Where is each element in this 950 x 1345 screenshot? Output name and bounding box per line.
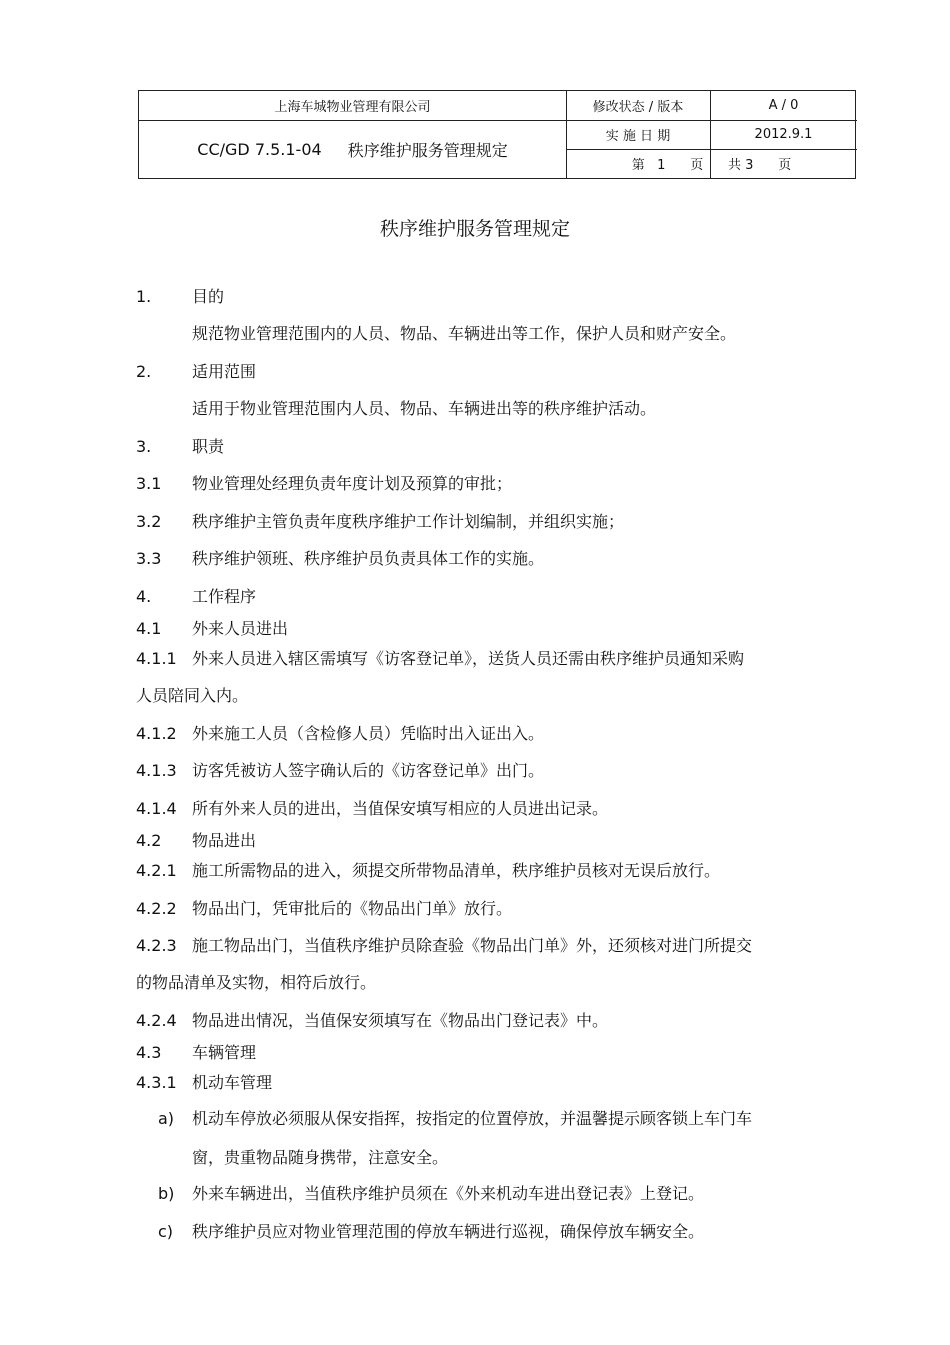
clause-number: b): [158, 1184, 175, 1203]
date-value: 2012.9.1: [754, 127, 813, 142]
clause-text: 物品进出情况，当值保安须填写在《物品出门登记表》中。: [192, 1011, 609, 1030]
clause-text: 秩序维护领班、秩序维护员负责具体工作的实施。: [192, 549, 545, 568]
document-code-title: [139, 120, 566, 178]
clause-number: 2.: [136, 362, 152, 381]
clause-number: 1.: [136, 287, 152, 306]
clause-number: 4.1.3: [136, 761, 177, 780]
clause-text: 规范物业管理范围内的人员、物品、车辆进出等工作，保护人员和财产安全。: [192, 324, 737, 343]
document-header-table: [138, 90, 856, 179]
clause-text: 物品出门，凭审批后的《物品出门单》放行。: [192, 899, 513, 918]
clause-text: 秩序维护主管负责年度秩序维护工作计划编制，并组织实施；: [192, 512, 625, 531]
date-label: 实 施 日 期: [605, 129, 671, 144]
clause-text: 窗，贵重物品随身携带，注意安全。: [192, 1148, 449, 1167]
clause-text: 车辆管理: [192, 1043, 257, 1062]
clause-number: 3.2: [136, 512, 162, 531]
clause-number: 3.: [136, 437, 152, 456]
page-title: 秩序维护服务管理规定: [379, 218, 570, 240]
clause-text: 物业管理处经理负责年度计划及预算的审批；: [192, 474, 513, 493]
clause-text: 外来人员进入辖区需填写《访客登记单》，送货人员还需由秩序维护员通知采购: [192, 649, 745, 668]
clause-number: 4.2.3: [136, 936, 177, 955]
document-title-small: 秩序维护服务管理规定: [347, 140, 508, 160]
clause-text: 适用于物业管理范围内人员、物品、车辆进出等的秩序维护活动。: [192, 399, 657, 418]
status-value: A / 0: [768, 98, 799, 113]
clause-text: 适用范围: [192, 362, 257, 381]
clause-text: 工作程序: [192, 587, 257, 606]
clause-number: 4.2.4: [136, 1011, 177, 1030]
company-name: 上海车城物业管理有限公司: [274, 100, 431, 115]
clause-number: 3.1: [136, 474, 162, 493]
clause-number: 4.1: [136, 619, 162, 638]
clause-number: a): [158, 1109, 175, 1128]
clause-number: 4.3.1: [136, 1073, 177, 1092]
clause-text: 秩序维护员应对物业管理范围的停放车辆进行巡视，确保停放车辆安全。: [192, 1222, 705, 1241]
clause-number: 4.1.1: [136, 649, 177, 668]
clause-text: 的物品清单及实物，相符后放行。: [136, 973, 377, 992]
clause-number: 4.2: [136, 831, 162, 850]
clause-text: 外来施工人员（含检修人员）凭临时出入证出入。: [192, 724, 545, 743]
clause-text: 职责: [192, 437, 225, 456]
clause-text: 机动车管理: [192, 1073, 273, 1092]
clause-text: 人员陪同入内。: [136, 686, 249, 705]
clause-text: 外来车辆进出，当值秩序维护员须在《外来机动车进出登记表》上登记。: [192, 1184, 705, 1203]
clause-text: 施工所需物品的进入，须提交所带物品清单，秩序维护员核对无误后放行。: [192, 861, 721, 880]
page-info: 第 1 页 共 3 页: [631, 158, 792, 173]
clause-text: 物品进出: [192, 831, 257, 850]
clause-text: 机动车停放必须服从保安指挥，按指定的位置停放，并温馨提示顾客锁上车门车: [192, 1109, 753, 1128]
clause-text: 外来人员进出: [192, 619, 289, 638]
clause-number: 4.2.2: [136, 899, 177, 918]
clause-number: 3.3: [136, 549, 162, 568]
document-code: CC/GD 7.5.1-04: [197, 139, 322, 159]
clause-number: 4.3: [136, 1043, 162, 1062]
clause-number: c): [158, 1222, 174, 1241]
clause-number: 4.1.4: [136, 799, 177, 818]
clause-text: 访客凭被访人签字确认后的《访客登记单》出门。: [192, 761, 545, 780]
clause-text: 目的: [192, 287, 225, 306]
status-label: 修改状态 / 版本: [592, 100, 684, 115]
clause-number: 4.1.2: [136, 724, 177, 743]
clause-number: 4.2.1: [136, 861, 177, 880]
clause-number: 4.: [136, 587, 152, 606]
clause-text: 所有外来人员的进出，当值保安填写相应的人员进出记录。: [192, 799, 609, 818]
clause-text: 施工物品出门，当值秩序维护员除查验《物品出门单》外，还须核对进门所提交: [192, 936, 753, 955]
